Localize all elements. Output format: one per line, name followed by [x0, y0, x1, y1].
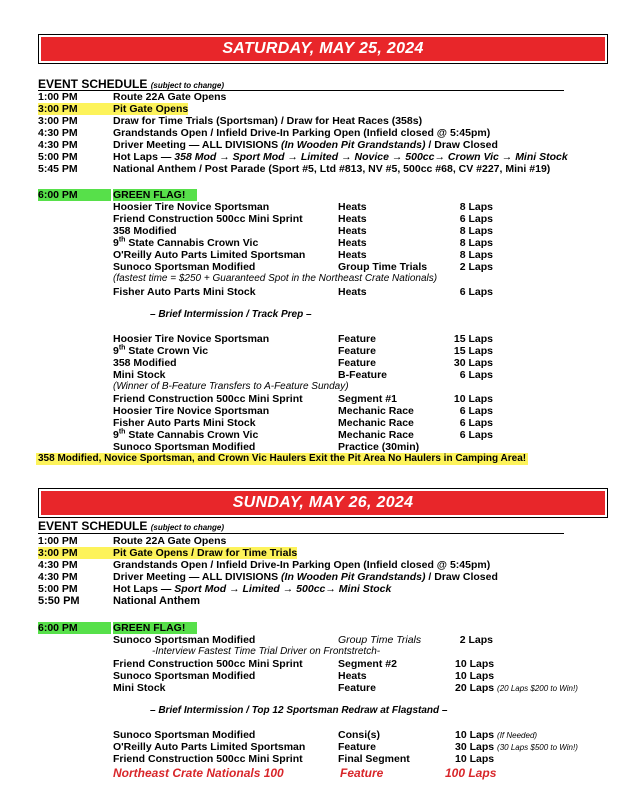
race-name: Fisher Auto Parts Mini Stock — [113, 286, 256, 298]
finale-laps: 100 Laps — [445, 766, 497, 780]
race-type: Consi(s) — [338, 729, 380, 741]
race-name: Sunoco Sportsman Modified — [113, 729, 256, 741]
race-laps: 6 Laps — [459, 213, 493, 225]
race-type: Heats — [338, 225, 367, 237]
race-type: Segment #1 — [338, 393, 397, 405]
event-desc: National Anthem — [113, 595, 200, 607]
race-name: 9th State Cannabis Crown Vic — [113, 428, 259, 441]
sunday-banner-title: SUNDAY, MAY 26, 2024 — [41, 491, 605, 515]
green-flag-label: GREEN FLAG! — [113, 189, 197, 201]
event-desc: Grandstands Open / Infield Drive-In Parking Open (Infield closed @ 5:45pm) — [113, 559, 491, 571]
schedule-header-label: EVENT SCHEDULE — [38, 519, 148, 533]
event-desc: Driver Meeting — ALL DIVISIONS (In Wooden Pit Grandstands) / Draw Closed — [113, 139, 498, 151]
intermission-text: – Brief Intermission / Top 12 Sportsman Redraw at Flagstand – — [150, 705, 448, 716]
race-name: 9th State Crown Vic — [113, 344, 209, 357]
race-type: Final Segment — [338, 753, 410, 765]
race-type: Heats — [338, 237, 367, 249]
race-note-text: (fastest time = $250 + Guaranteed Spot in the Northeast Crate Nationals) — [113, 273, 438, 284]
race-type: Feature — [338, 345, 376, 357]
event-time: 5:45 PM — [38, 163, 78, 175]
saturday-banner-title: SATURDAY, MAY 25, 2024 — [41, 37, 605, 61]
race-name: Friend Construction 500cc Mini Sprint — [113, 393, 303, 405]
sunday-banner — [38, 488, 608, 518]
race-name: Friend Construction 500cc Mini Sprint — [113, 658, 303, 670]
race-laps: 15 Laps — [453, 345, 493, 357]
race-laps: 20 Laps (20 Laps $200 to Win!) — [455, 682, 578, 694]
race-name: Friend Construction 500cc Mini Sprint — [113, 753, 303, 765]
race-laps: 10 Laps — [455, 670, 495, 682]
race-note-text: (Winner of B-Feature Transfers to A-Feature Sunday) — [113, 381, 349, 392]
race-laps: 15 Laps — [453, 333, 493, 345]
event-time: 4:30 PM — [38, 139, 78, 151]
race-laps: 8 Laps — [459, 225, 493, 237]
saturday-banner — [38, 34, 608, 64]
race-type: Heats — [338, 249, 367, 261]
race-name: O'Reilly Auto Parts Limited Sportsman — [113, 249, 306, 261]
intermission-text: – Brief Intermission / Track Prep – — [150, 309, 312, 320]
race-name: Mini Stock — [113, 682, 166, 694]
event-time: 3:00 PM — [38, 103, 118, 115]
event-time: 4:30 PM — [38, 127, 78, 139]
finale-type: Feature — [340, 766, 384, 780]
race-name: 9th State Cannabis Crown Vic — [113, 236, 259, 249]
event-time: 1:00 PM — [38, 535, 78, 547]
event-desc: National Anthem / Post Parade (Sport #5, Ltd #813, NV #5, 500cc #68, CV #227, Mini #19) — [113, 163, 551, 175]
race-laps: 30 Laps (30 Laps $500 to Win!) — [455, 741, 578, 753]
race-type: Practice (30min) — [338, 441, 420, 453]
race-name: 358 Modified — [113, 225, 177, 237]
event-time: 1:00 PM — [38, 91, 78, 103]
schedule-header-note: (subject to change) — [150, 523, 225, 532]
race-type: Heats — [338, 201, 367, 213]
race-type: Heats — [338, 286, 367, 298]
header-rule — [38, 533, 564, 534]
race-laps: 8 Laps — [459, 249, 493, 261]
race-laps: 2 Laps — [459, 634, 493, 646]
green-flag-label: GREEN FLAG! — [113, 622, 197, 634]
race-type: Mechanic Race — [338, 405, 414, 417]
race-type: Group Time Trials — [338, 634, 422, 646]
event-time: 5:50 PM — [38, 595, 80, 607]
race-name: Hoosier Tire Novice Sportsman — [113, 405, 270, 417]
race-laps: 6 Laps — [459, 429, 493, 441]
interview-text: -Interview Fastest Time Trial Driver on Frontstretch- — [152, 646, 381, 657]
race-type: Heats — [338, 670, 367, 682]
race-type: Heats — [338, 213, 367, 225]
finale-name: Northeast Crate Nationals 100 — [113, 766, 284, 780]
race-laps: 6 Laps — [459, 417, 493, 429]
schedule-header-note: (subject to change) — [150, 81, 225, 90]
event-time: 4:30 PM — [38, 559, 78, 571]
race-type: Feature — [338, 333, 376, 345]
green-flag-time: 6:00 PM — [38, 189, 111, 201]
race-laps: 10 Laps — [453, 393, 493, 405]
event-desc: Pit Gate Opens / Draw for Time Trials — [113, 547, 298, 559]
event-desc: Draw for Time Trials (Sportsman) / Draw for Heat Races (358s) — [113, 115, 423, 127]
race-laps: 8 Laps — [459, 201, 493, 213]
event-time: 3:00 PM — [38, 547, 118, 559]
race-type: Feature — [338, 357, 376, 369]
event-desc: Driver Meeting — ALL DIVISIONS (In Wooden Pit Grandstands) / Draw Closed — [113, 571, 498, 583]
race-name: 358 Modified — [113, 357, 177, 369]
race-laps: 6 Laps — [459, 405, 493, 417]
race-prize: (30 Laps $500 to Win!) — [497, 743, 578, 752]
event-time: 5:00 PM — [38, 583, 78, 595]
race-type: Mechanic Race — [338, 417, 414, 429]
race-laps: 10 Laps (If Needed) — [455, 729, 538, 741]
race-laps: 30 Laps — [453, 357, 493, 369]
race-type: Feature — [338, 682, 376, 694]
race-type: Segment #2 — [338, 658, 397, 670]
event-desc: Route 22A Gate Opens — [113, 91, 227, 103]
race-type: Feature — [338, 741, 376, 753]
race-prize: (20 Laps $200 to Win!) — [497, 684, 578, 693]
race-name: Sunoco Sportsman Modified — [113, 441, 256, 453]
race-laps: 10 Laps — [455, 658, 495, 670]
race-name: Friend Construction 500cc Mini Sprint — [113, 213, 303, 225]
green-flag-time: 6:00 PM — [38, 622, 111, 634]
event-time: 3:00 PM — [38, 115, 78, 127]
race-name: Sunoco Sportsman Modified — [113, 261, 256, 273]
event-time: 5:00 PM — [38, 151, 78, 163]
schedule-header-label: EVENT SCHEDULE — [38, 77, 148, 91]
race-prize: (If Needed) — [497, 731, 538, 740]
event-desc: Route 22A Gate Opens — [113, 535, 227, 547]
race-laps: 10 Laps — [455, 753, 495, 765]
race-name: Mini Stock — [113, 369, 166, 381]
hauler-notice: 358 Modified, Novice Sportsman, and Crown Vic Haulers Exit the Pit Area No Haulers in Camping Area! — [38, 453, 527, 464]
race-name: O'Reilly Auto Parts Limited Sportsman — [113, 741, 306, 753]
event-desc: Hot Laps — 358 Mod → Sport Mod → Limited → Novice → 500cc→ Crown Vic → Mini Stock — [113, 151, 568, 163]
race-type: Mechanic Race — [338, 429, 414, 441]
race-type: Group Time Trials — [338, 261, 428, 273]
race-name: Sunoco Sportsman Modified — [113, 634, 256, 646]
race-laps: 8 Laps — [459, 237, 493, 249]
race-type: B-Feature — [338, 369, 388, 381]
race-name: Hoosier Tire Novice Sportsman — [113, 333, 270, 345]
event-desc: Hot Laps — Sport Mod → Limited → 500cc→ Mini Stock — [113, 583, 392, 595]
sunday-schedule-header — [38, 519, 224, 533]
race-name: Hoosier Tire Novice Sportsman — [113, 201, 270, 213]
race-name: Fisher Auto Parts Mini Stock — [113, 417, 256, 429]
saturday-schedule-header — [38, 77, 224, 91]
event-time: 4:30 PM — [38, 571, 78, 583]
event-desc: Grandstands Open / Infield Drive-In Parking Open (Infield closed @ 5:45pm) — [113, 127, 491, 139]
race-laps: 2 Laps — [459, 261, 493, 273]
event-desc: Pit Gate Opens — [113, 103, 189, 115]
race-laps: 6 Laps — [459, 286, 493, 298]
race-laps: 6 Laps — [459, 369, 493, 381]
race-name: Sunoco Sportsman Modified — [113, 670, 256, 682]
